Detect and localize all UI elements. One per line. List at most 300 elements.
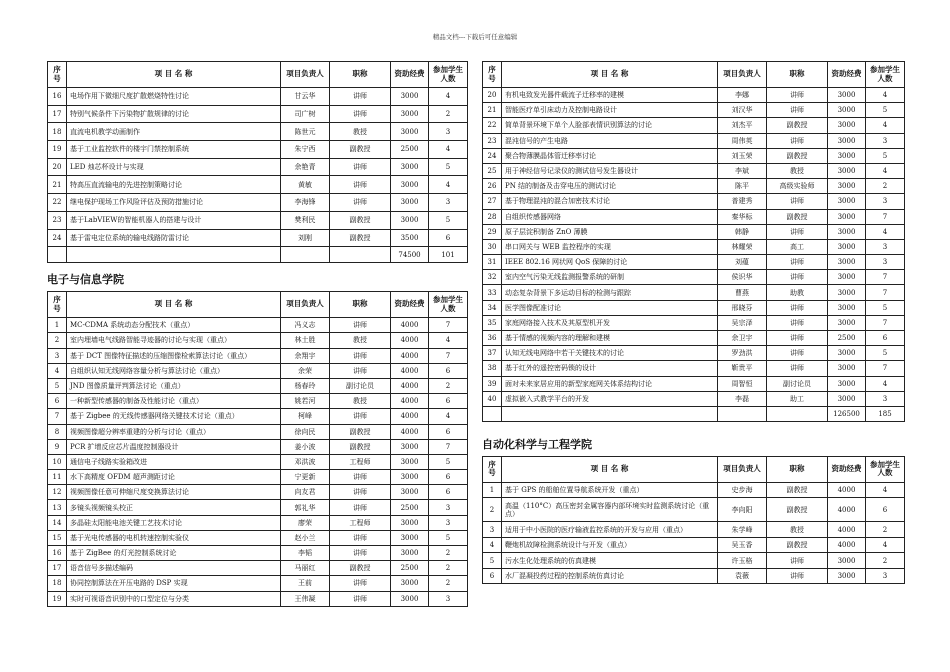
cell-project-name: 基于 ZigBee 的灯光控制系统讨论	[67, 546, 281, 561]
cell-fund: 3000	[828, 568, 866, 584]
cell-no: 9	[48, 439, 67, 454]
cell-fund: 3000	[391, 105, 429, 123]
table-row	[48, 211, 468, 229]
cell-title: 教授	[330, 123, 391, 141]
header-students: 参加学生人数	[429, 62, 468, 88]
cell-title: 助教	[767, 285, 828, 300]
cell-students: 4	[429, 141, 468, 159]
table-row	[483, 194, 905, 209]
table-row	[48, 470, 468, 485]
cell-no: 6	[48, 394, 67, 409]
cell-project-name: 自组织传感器网络	[502, 209, 718, 224]
cell-title: 讲师	[767, 300, 828, 315]
cell-no: 29	[483, 224, 502, 239]
cell-fund: 3000	[391, 211, 429, 229]
cell-leader: 李向阳	[718, 498, 767, 522]
table-row	[483, 118, 905, 133]
cell-fund: 3000	[391, 576, 429, 591]
cell-leader: 吴玉香	[718, 537, 767, 553]
cell-title: 讲师	[767, 194, 828, 209]
cell-students: 3	[429, 591, 468, 606]
cell-fund: 3000	[828, 209, 866, 224]
cell-leader: 刘杰平	[718, 118, 767, 133]
cell-no: 16	[48, 546, 67, 561]
cell-fund: 4000	[828, 482, 866, 498]
table-row	[48, 394, 468, 409]
cell-leader: 樊利民	[281, 211, 330, 229]
cell-title: 工程师	[330, 454, 391, 469]
right-column	[482, 61, 904, 584]
cell-fund: 3000	[391, 194, 429, 212]
cell-project-name: 水下高精度 OFDM 超声测距讨论	[67, 470, 281, 485]
cell-no: 24	[48, 229, 67, 247]
cell-students: 3	[866, 568, 905, 584]
table-row	[483, 239, 905, 254]
cell-project-name: 基于光电传感器的电机转速控制实验仪	[67, 530, 281, 545]
cell-fund: 3000	[828, 270, 866, 285]
cell-project-name: 语音信号多描述编码	[67, 561, 281, 576]
cell-title: 讲师	[330, 409, 391, 424]
section-title-automation: 自动化科学与工程学院	[482, 437, 592, 451]
cell-no: 7	[48, 409, 67, 424]
cell-title: 副教授	[767, 209, 828, 224]
cell-no: 21	[48, 176, 67, 194]
cell-title: 高级实验师	[767, 179, 828, 194]
cell-title: 助工	[767, 391, 828, 406]
cell-no: 26	[483, 179, 502, 194]
cell-fund: 3000	[391, 454, 429, 469]
cell-students: 6	[429, 363, 468, 378]
total-fund: 126500	[828, 406, 866, 421]
cell-students: 4	[866, 118, 905, 133]
cell-title: 讲师	[767, 346, 828, 361]
table-row	[48, 409, 468, 424]
header-leader: 项目负责人	[718, 62, 767, 88]
table-row	[483, 285, 905, 300]
cell-no: 28	[483, 209, 502, 224]
header-fund: 资助经费	[828, 456, 866, 482]
cell-title: 讲师	[767, 270, 828, 285]
cell-leader: 朱宁西	[281, 141, 330, 159]
table-row	[483, 553, 905, 569]
table-row	[48, 158, 468, 176]
cell-students: 2	[429, 576, 468, 591]
table-right-bottom	[482, 456, 905, 585]
cell-no: 5	[483, 553, 502, 569]
cell-leader: 余翔宇	[281, 348, 330, 363]
header-title: 职称	[767, 62, 828, 88]
cell-project-name: LED 烛芯杯设计与实现	[67, 158, 281, 176]
cell-students: 7	[429, 318, 468, 333]
cell-leader: 刘汉华	[718, 103, 767, 118]
table-row	[48, 530, 468, 545]
cell-no: 39	[483, 376, 502, 391]
table-row	[483, 179, 905, 194]
cell-no: 16	[48, 88, 67, 106]
cell-students: 6	[429, 470, 468, 485]
cell-leader: 司广树	[281, 105, 330, 123]
cell-title: 副讨论员	[767, 376, 828, 391]
cell-fund: 4000	[828, 522, 866, 538]
cell-fund: 3000	[391, 176, 429, 194]
cell-no: 1	[48, 318, 67, 333]
cell-no: 3	[483, 522, 502, 538]
cell-students: 4	[866, 163, 905, 178]
cell-project-name: 动态复杂背景下多运动目标的检测与跟踪	[502, 285, 718, 300]
cell-students: 6	[429, 485, 468, 500]
cell-leader: 靳贵平	[718, 361, 767, 376]
cell-fund: 3000	[391, 530, 429, 545]
cell-fund: 3000	[828, 391, 866, 406]
cell-students: 3	[429, 194, 468, 212]
left-column	[47, 61, 467, 607]
cell-leader: 王伟凝	[281, 591, 330, 606]
cell-students: 7	[866, 315, 905, 330]
table-header-row	[48, 292, 468, 318]
cell-project-name: 家庭网络接入技术及其原型机开发	[502, 315, 718, 330]
cell-project-name: PCR 扩增反应芯片温度控制器设计	[67, 439, 281, 454]
cell-leader: 赵小兰	[281, 530, 330, 545]
cell-leader: 甘云华	[281, 88, 330, 106]
cell-title: 讲师	[767, 315, 828, 330]
cell-students: 4	[866, 88, 905, 103]
cell-fund: 3000	[391, 591, 429, 606]
cell-students: 2	[429, 546, 468, 561]
cell-fund: 3000	[391, 123, 429, 141]
cell-leader: 李海锋	[281, 194, 330, 212]
cell-students: 3	[866, 255, 905, 270]
table-row	[48, 88, 468, 106]
cell-leader: 黄敏	[281, 176, 330, 194]
cell-students: 4	[429, 333, 468, 348]
table-header-row	[48, 62, 468, 88]
cell-fund: 4000	[828, 537, 866, 553]
header-fund: 资助经费	[391, 62, 429, 88]
header-leader: 项目负责人	[281, 292, 330, 318]
table-row	[48, 454, 468, 469]
cell-title: 讲师	[330, 470, 391, 485]
cell-students: 4	[866, 376, 905, 391]
cell-fund: 3000	[391, 439, 429, 454]
header-students: 参加学生人数	[429, 292, 468, 318]
cell-title: 讲师	[767, 568, 828, 584]
cell-students: 2	[429, 561, 468, 576]
table-row	[48, 378, 468, 393]
cell-title: 副教授	[330, 561, 391, 576]
cell-title: 讲师	[767, 133, 828, 148]
cell-students: 2	[429, 378, 468, 393]
cell-fund: 3000	[828, 163, 866, 178]
cell-title: 教授	[330, 333, 391, 348]
cell-project-name: 基于红外的遥控密码锁的设计	[502, 361, 718, 376]
cell-no: 14	[48, 515, 67, 530]
cell-leader: 刘玉荣	[718, 148, 767, 163]
cell-title: 教授	[330, 394, 391, 409]
cell-project-name: 多晶硅太阳能电池关键工艺技术讨论	[67, 515, 281, 530]
cell-students: 5	[429, 530, 468, 545]
cell-no: 27	[483, 194, 502, 209]
cell-fund: 3000	[828, 194, 866, 209]
cell-leader: 陈世元	[281, 123, 330, 141]
cell-leader: 余卫宇	[718, 331, 767, 346]
cell-leader: 史步海	[718, 482, 767, 498]
cell-students: 4	[866, 482, 905, 498]
table-right-top	[482, 61, 905, 422]
table-row	[483, 300, 905, 315]
header-name: 项 目 名 称	[502, 456, 718, 482]
table-row	[48, 348, 468, 363]
cell-students: 3	[429, 123, 468, 141]
cell-title: 讲师	[330, 576, 391, 591]
cell-fund: 4000	[391, 424, 429, 439]
header-no: 序号	[483, 456, 502, 482]
table-row	[483, 163, 905, 178]
cell-project-name: 原子层淀积制备 ZnO 薄膜	[502, 224, 718, 239]
cell-fund: 2500	[391, 500, 429, 515]
table-row	[48, 363, 468, 378]
cell-title: 高工	[767, 239, 828, 254]
cell-leader: 余艳青	[281, 158, 330, 176]
cell-project-name: 基于雷电定位系统的输电线路防雷讨论	[67, 229, 281, 247]
cell-project-name: 智能医疗单引床动力及控制电路设计	[502, 103, 718, 118]
table-row	[483, 255, 905, 270]
cell-title: 讲师	[330, 530, 391, 545]
total-row	[483, 406, 905, 421]
cell-project-name: IEEE 802.16 网状网 QoS 保障的讨论	[502, 255, 718, 270]
cell-fund: 3000	[828, 224, 866, 239]
cell-project-name: 多镜头视频镜头校正	[67, 500, 281, 515]
cell-leader: 邢晓芬	[718, 300, 767, 315]
cell-students: 6	[429, 229, 468, 247]
cell-project-name: 虚拟嵌入式教学平台的开发	[502, 391, 718, 406]
cell-project-name: JND 图像质量评判算法讨论（重点）	[67, 378, 281, 393]
table-row	[48, 229, 468, 247]
cell-title: 讲师	[330, 546, 391, 561]
cell-title: 教授	[767, 522, 828, 538]
header-name: 项 目 名 称	[67, 292, 281, 318]
cell-project-name: 直流电机教学动画制作	[67, 123, 281, 141]
cell-title: 副教授	[330, 141, 391, 159]
cell-no: 21	[483, 103, 502, 118]
cell-students: 7	[866, 209, 905, 224]
cell-fund: 3000	[828, 148, 866, 163]
cell-no: 37	[483, 346, 502, 361]
cell-no: 4	[483, 537, 502, 553]
cell-fund: 3000	[828, 285, 866, 300]
cell-leader: 刘刚	[281, 229, 330, 247]
cell-no: 22	[48, 194, 67, 212]
cell-project-name: 协同控制算法在开压电路的 DSP 实现	[67, 576, 281, 591]
cell-leader: 马丽红	[281, 561, 330, 576]
cell-leader: 郭礼华	[281, 500, 330, 515]
total-students: 185	[866, 406, 905, 421]
table-row	[483, 209, 905, 224]
cell-students: 6	[429, 424, 468, 439]
cell-no: 24	[483, 148, 502, 163]
cell-title: 副教授	[767, 498, 828, 522]
cell-title: 讲师	[330, 485, 391, 500]
table-row	[48, 424, 468, 439]
table-row	[48, 485, 468, 500]
cell-students: 2	[429, 105, 468, 123]
cell-fund: 3000	[828, 118, 866, 133]
header-leader: 项目负责人	[281, 62, 330, 88]
cell-project-name: 基于 DCT 图像特征描述的压缩图像检索算法讨论（重点）	[67, 348, 281, 363]
cell-no: 22	[483, 118, 502, 133]
total-students: 101	[429, 247, 468, 263]
table-row	[48, 333, 468, 348]
cell-project-name: 适用于中小医院的医疗输液监控系统的开发与应用（重点）	[502, 522, 718, 538]
cell-fund: 2500	[828, 331, 866, 346]
cell-leader: 王前	[281, 576, 330, 591]
cell-leader: 向友君	[281, 485, 330, 500]
cell-students: 5	[866, 148, 905, 163]
header-no: 序号	[48, 62, 67, 88]
cell-students: 3	[866, 194, 905, 209]
cell-no: 18	[48, 576, 67, 591]
cell-leader: 柯峰	[281, 409, 330, 424]
cell-no: 20	[48, 158, 67, 176]
cell-title: 副教授	[767, 148, 828, 163]
cell-leader: 陈平	[718, 179, 767, 194]
cell-fund: 4000	[391, 318, 429, 333]
cell-leader: 袁薇	[718, 568, 767, 584]
cell-title: 讲师	[330, 318, 391, 333]
cell-fund: 3000	[828, 300, 866, 315]
cell-leader: 侯识华	[718, 270, 767, 285]
cell-fund: 3500	[391, 229, 429, 247]
cell-no: 23	[48, 211, 67, 229]
cell-fund: 2500	[391, 561, 429, 576]
table-row	[483, 103, 905, 118]
cell-title: 讲师	[330, 158, 391, 176]
header-students: 参加学生人数	[866, 456, 905, 482]
header-students: 参加学生人数	[866, 62, 905, 88]
cell-no: 40	[483, 391, 502, 406]
total-row	[48, 247, 468, 263]
cell-title: 讲师	[767, 224, 828, 239]
cell-fund: 3000	[828, 315, 866, 330]
cell-no: 2	[483, 498, 502, 522]
cell-fund: 3000	[391, 158, 429, 176]
cell-title: 副教授	[330, 424, 391, 439]
table-row	[48, 141, 468, 159]
cell-leader: 朱学峰	[718, 522, 767, 538]
cell-fund: 4000	[391, 394, 429, 409]
table-row	[483, 270, 905, 285]
cell-title: 讲师	[330, 591, 391, 606]
cell-students: 3	[866, 239, 905, 254]
table-row	[48, 515, 468, 530]
cell-leader: 李娜	[718, 88, 767, 103]
table-left-top	[47, 61, 468, 263]
cell-no: 12	[48, 485, 67, 500]
table-row	[48, 105, 468, 123]
cell-no: 8	[48, 424, 67, 439]
cell-fund: 3000	[828, 376, 866, 391]
cell-fund: 3000	[828, 553, 866, 569]
cell-project-name: 混沌信号的产生电路	[502, 133, 718, 148]
table-row	[483, 315, 905, 330]
cell-project-name: 基于工业监控软件的楼宇门禁控制系统	[67, 141, 281, 159]
table-row	[48, 318, 468, 333]
cell-fund: 4000	[391, 333, 429, 348]
cell-project-name: 继电保护现场工作风险评估及预防措施讨论	[67, 194, 281, 212]
cell-fund: 2500	[391, 141, 429, 159]
cell-students: 3	[429, 500, 468, 515]
cell-project-name: 简单背景环境下单个人脸部表情识别算法的讨论	[502, 118, 718, 133]
cell-students: 7	[866, 270, 905, 285]
cell-no: 35	[483, 315, 502, 330]
cell-no: 5	[48, 378, 67, 393]
cell-students: 5	[866, 346, 905, 361]
cell-project-name: 聚合物薄膜晶体管迁移率讨论	[502, 148, 718, 163]
cell-fund: 3000	[828, 179, 866, 194]
table-row	[48, 500, 468, 515]
header-title: 职称	[330, 292, 391, 318]
cell-leader: 李斌	[718, 163, 767, 178]
cell-leader: 姜小波	[281, 439, 330, 454]
cell-project-name: MC-CDMA 系统动态分配技术（重点）	[67, 318, 281, 333]
cell-leader: 秦华标	[718, 209, 767, 224]
cell-no: 19	[48, 591, 67, 606]
cell-no: 19	[48, 141, 67, 159]
cell-title: 讲师	[767, 553, 828, 569]
cell-students: 5	[866, 300, 905, 315]
cell-project-name: 基于 Zigbee 的无线传感器网络关键技术讨论（重点）	[67, 409, 281, 424]
cell-leader: 姚若河	[281, 394, 330, 409]
cell-no: 17	[48, 105, 67, 123]
cell-project-name: 水厂混凝投药过程的控制系统仿真讨论	[502, 568, 718, 584]
cell-title: 教授	[767, 163, 828, 178]
header-title: 职称	[330, 62, 391, 88]
header-fund: 资助经费	[828, 62, 866, 88]
cell-leader: 曹燕	[718, 285, 767, 300]
table-row	[48, 176, 468, 194]
cell-title: 讲师	[767, 103, 828, 118]
table-row	[483, 498, 905, 522]
cell-title: 讲师	[767, 255, 828, 270]
cell-students: 3	[866, 133, 905, 148]
cell-project-name: 自组织认知无线网络容量分析与算法讨论（重点）	[67, 363, 281, 378]
table-row	[483, 482, 905, 498]
cell-no: 38	[483, 361, 502, 376]
cell-leader: 宁更新	[281, 470, 330, 485]
cell-no: 2	[48, 333, 67, 348]
cell-project-name: 特高压直流输电的先进控制策略讨论	[67, 176, 281, 194]
cell-fund: 3000	[828, 346, 866, 361]
cell-project-name: 基于 GPS 的船舶位置导航系统开发（重点）	[502, 482, 718, 498]
cell-students: 3	[429, 515, 468, 530]
cell-students: 6	[866, 331, 905, 346]
table-row	[483, 346, 905, 361]
cell-students: 4	[866, 537, 905, 553]
cell-fund: 3000	[828, 361, 866, 376]
cell-fund: 3000	[828, 255, 866, 270]
cell-students: 4	[429, 409, 468, 424]
cell-leader: 周伟英	[718, 133, 767, 148]
cell-no: 11	[48, 470, 67, 485]
table-row	[483, 522, 905, 538]
cell-title: 讲师	[767, 88, 828, 103]
cell-project-name: 基于物理混沌的混合加密技术讨论	[502, 194, 718, 209]
cell-no: 10	[48, 454, 67, 469]
cell-leader: 普建秀	[718, 194, 767, 209]
cell-fund: 3000	[828, 103, 866, 118]
cell-title: 副教授	[330, 211, 391, 229]
cell-project-name: 视频图像超分辨率重建的分析与讨论（重点）	[67, 424, 281, 439]
cell-fund: 3000	[391, 485, 429, 500]
